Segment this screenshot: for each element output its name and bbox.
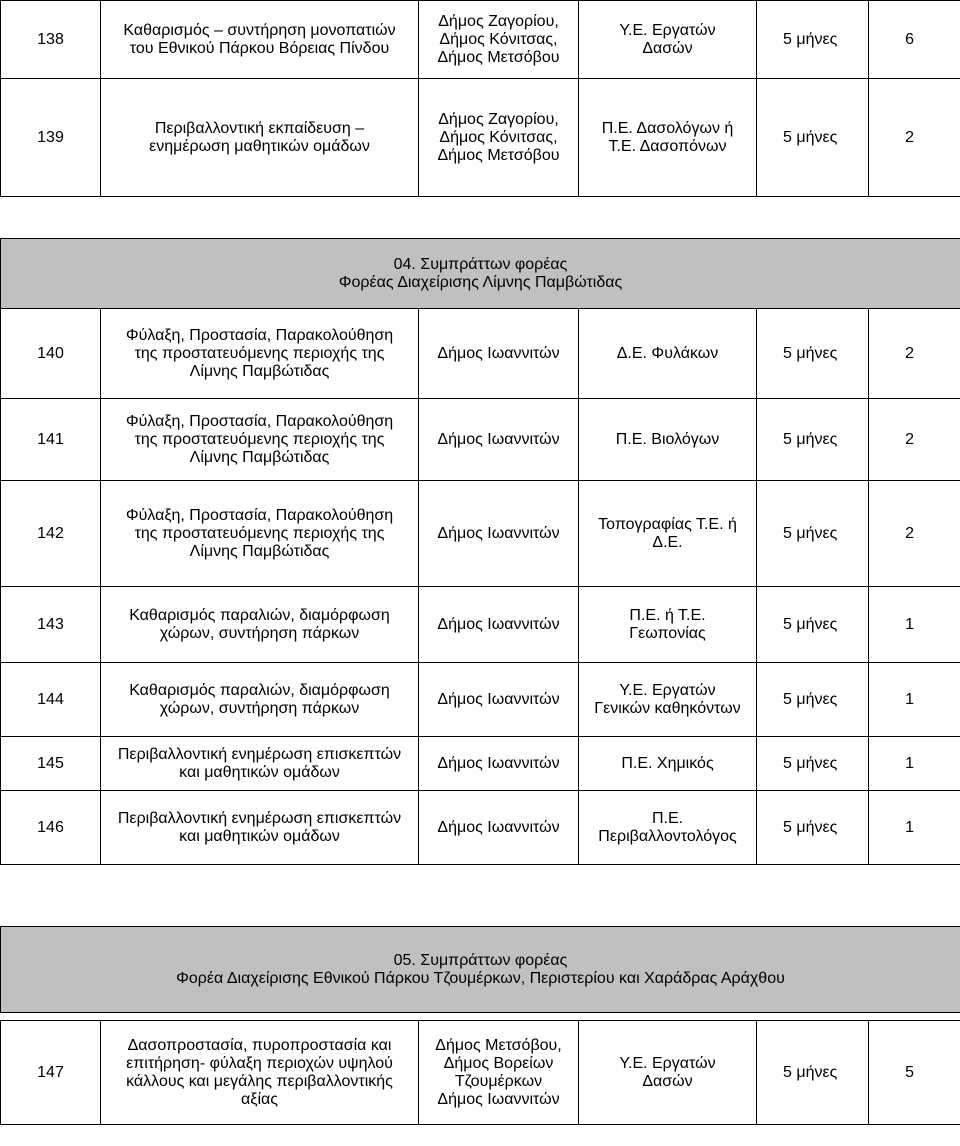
duration-cell: 5 μήνες: [757, 663, 869, 737]
row-number: 140: [1, 309, 101, 399]
activity-cell: Καθαρισμός παραλιών, διαμόρφωση χώρων, συντήρηση πάρκων: [101, 587, 419, 663]
persons-cell: 2: [869, 309, 960, 399]
duration-cell: 5 μήνες: [757, 1021, 869, 1125]
place-cell: Δήμος Ιωαννιτών: [419, 737, 579, 791]
specialty-cell: Π.Ε. Περιβαλλοντολόγος: [579, 791, 757, 865]
specialty-cell: Π.Ε. Βιολόγων: [579, 399, 757, 481]
specialty-cell: Δ.Ε. Φυλάκων: [579, 309, 757, 399]
row-number: 142: [1, 481, 101, 587]
persons-cell: 1: [869, 791, 960, 865]
specialty-cell: Π.Ε. Δασολόγων ή Τ.Ε. Δασοπόνων: [579, 79, 757, 197]
duration-cell: 5 μήνες: [757, 737, 869, 791]
section-subtitle: Φορέας Διαχείρισης Λίμνης Παμβώτιδας: [338, 273, 623, 291]
activity-cell: Καθαρισμός παραλιών, διαμόρφωση χώρων, συντήρηση πάρκων: [101, 663, 419, 737]
persons-cell: 2: [869, 399, 960, 481]
place-cell: Δήμος Ζαγορίου, Δήμος Κόνιτσας, Δήμος Μετσόβου: [419, 1, 579, 79]
row-number: 141: [1, 399, 101, 481]
specialty-cell: Υ.Ε. Εργατών Δασών: [579, 1, 757, 79]
persons-cell: 1: [869, 663, 960, 737]
row-number: 145: [1, 737, 101, 791]
row-number: 147: [1, 1021, 101, 1125]
table-row: [1, 79, 960, 197]
section-header: [1, 927, 960, 1013]
row-number: 143: [1, 587, 101, 663]
duration-cell: 5 μήνες: [757, 587, 869, 663]
place-cell: Δήμος Ιωαννιτών: [419, 663, 579, 737]
table-row: [1, 481, 960, 587]
persons-cell: 6: [869, 1, 960, 79]
activity-cell: Περιβαλλοντική εκπαίδευση – ενημέρωση μαθητικών ομάδων: [101, 79, 419, 197]
place-cell: Δήμος Ιωαννιτών: [419, 587, 579, 663]
table-row: [1, 1021, 960, 1125]
activity-cell: Φύλαξη, Προστασία, Παρακολούθηση της προστατευόμενης περιοχής της Λίμνης Παμβώτιδας: [101, 309, 419, 399]
duration-cell: 5 μήνες: [757, 309, 869, 399]
section-header: [1, 239, 960, 309]
table-row: [1, 399, 960, 481]
section-subtitle: Φορέα Διαχείρισης Εθνικού Πάρκου Τζουμέρκων, Περιστερίου και Χαράδρας Αράχθου: [176, 969, 785, 987]
activity-cell: Φύλαξη, Προστασία, Παρακολούθηση της προστατευόμενης περιοχής της Λίμνης Παμβώτιδας: [101, 481, 419, 587]
place-cell: Δήμος Ιωαννιτών: [419, 309, 579, 399]
section-title: 04. Συμπράττων φορέας: [393, 255, 568, 273]
persons-cell: 5: [869, 1021, 960, 1125]
activity-cell: Καθαρισμός – συντήρηση μονοπατιών του Εθνικού Πάρκου Βόρειας Πίνδου: [101, 1, 419, 79]
place-cell: Δήμος Μετσόβου, Δήμος Βορείων Τζουμέρκων Δήμος Ιωαννιτών: [419, 1021, 579, 1125]
activity-cell: Περιβαλλοντική ενημέρωση επισκεπτών και μαθητικών ομάδων: [101, 737, 419, 791]
specialty-cell: Υ.Ε. Εργατών Γενικών καθηκόντων: [579, 663, 757, 737]
persons-cell: 2: [869, 481, 960, 587]
persons-cell: 2: [869, 79, 960, 197]
table-row: [1, 791, 960, 865]
row-number: 139: [1, 79, 101, 197]
persons-cell: 1: [869, 587, 960, 663]
specialty-cell: Π.Ε. Χημικός: [579, 737, 757, 791]
specialty-cell: Υ.Ε. Εργατών Δασών: [579, 1021, 757, 1125]
place-cell: Δήμος Ιωαννιτών: [419, 791, 579, 865]
place-cell: Δήμος Ζαγορίου, Δήμος Κόνιτσας, Δήμος Μετσόβου: [419, 79, 579, 197]
specialty-cell: Τοπογραφίας Τ.Ε. ή Δ.Ε.: [579, 481, 757, 587]
table-row: [1, 309, 960, 399]
place-cell: Δήμος Ιωαννιτών: [419, 399, 579, 481]
duration-cell: 5 μήνες: [757, 1, 869, 79]
activity-cell: Δασοπροστασία, πυροπροστασία και επιτήρηση- φύλαξη περιοχών υψηλού κάλλους και μεγάλης περιβαλλοντικής αξίας: [101, 1021, 419, 1125]
table-row: [1, 663, 960, 737]
activity-cell: Περιβαλλοντική ενημέρωση επισκεπτών και μαθητικών ομάδων: [101, 791, 419, 865]
duration-cell: 5 μήνες: [757, 791, 869, 865]
table-row: [1, 737, 960, 791]
activity-cell: Φύλαξη, Προστασία, Παρακολούθηση της προστατευόμενης περιοχής της Λίμνης Παμβώτιδας: [101, 399, 419, 481]
table-row: [1, 587, 960, 663]
duration-cell: 5 μήνες: [757, 481, 869, 587]
place-cell: Δήμος Ιωαννιτών: [419, 481, 579, 587]
duration-cell: 5 μήνες: [757, 399, 869, 481]
specialty-cell: Π.Ε. ή Τ.Ε. Γεωπονίας: [579, 587, 757, 663]
table-row: [1, 1, 960, 79]
row-number: 146: [1, 791, 101, 865]
row-number: 144: [1, 663, 101, 737]
duration-cell: 5 μήνες: [757, 79, 869, 197]
persons-cell: 1: [869, 737, 960, 791]
section-title: 05. Συμπράττων φορέας: [393, 951, 568, 969]
row-number: 138: [1, 1, 101, 79]
